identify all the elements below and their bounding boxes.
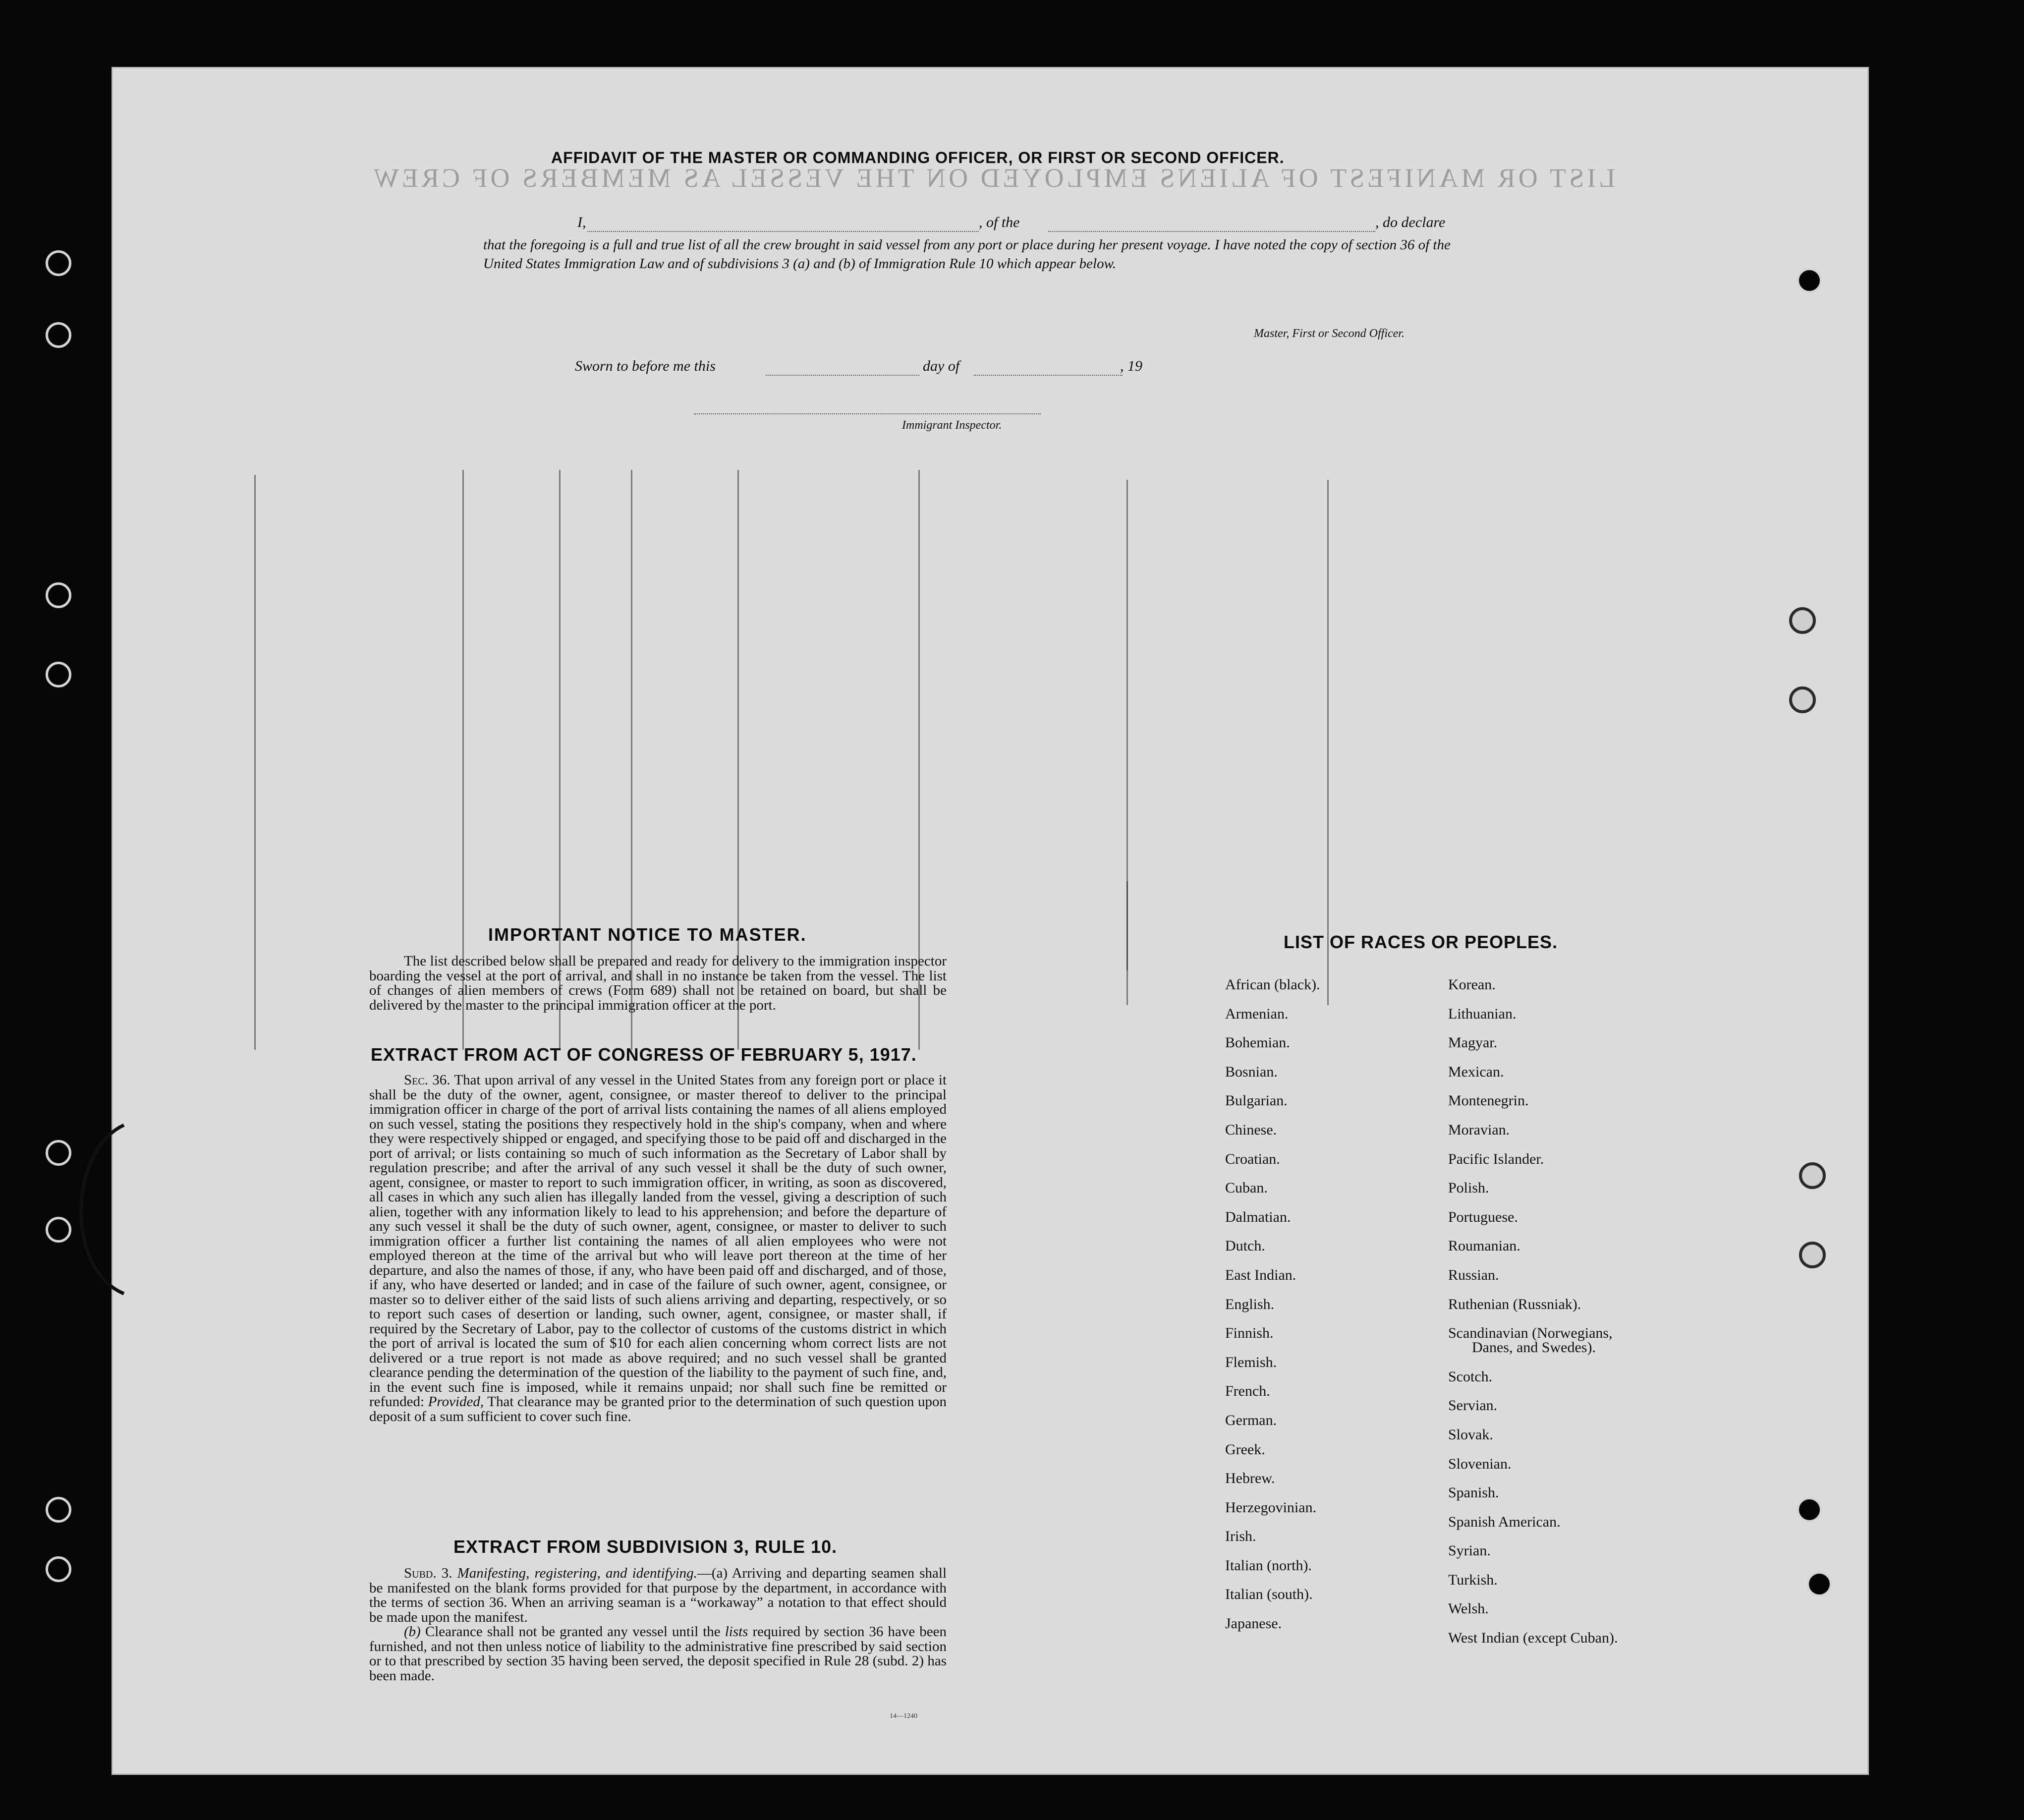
race-item: Mexican. <box>1448 1063 1504 1080</box>
binder-hole <box>1806 1571 1832 1597</box>
sec-36-text: That upon arrival of any vessel in the United States from any foreign port or place it shall be the duty of the owner, agent, consignee, or master thereof to deliver to the principal immigration officer in charge of the port of arrival lists containing the names of all aliens employed on such vessel, stating the positions they respectively hold in the ship's company, when and where they were respectively shipped or engaged, and specifying those to be paid off and discharged in the port of arrival; or lists containing so much of such information as the Secretary of Labor shall by regulation prescribe; and after the arrival of any such vessel it shall be the duty of such owner, agent, consignee, or master to report to such immigration officer, in writing, as soon as discovered, all cases in which any such alien has illegally landed from the vessel, giving a description of such alien, together with any information likely to lead to his apprehension; and before the departure of any such vessel it shall be the duty of such owner, agent, consignee, or master to deliver to such immigration officer a further list containing the names of all alien employees who were not employed thereon at the time of the arrival but who will leave port thereon at the time of her departure, and also the names of those, if any, who have been paid off and discharged, and of those, if any, who have deserted or landed; and in case of the failure of such owner, agent, consignee, or master so to deliver either of the said lists of such aliens arriving and departing, respectively, or so to report such cases of desertion or landing, such owner, agent, consignee, or master shall, if required by the Secretary of Labor, pay to the collector of customs of the customs district in which the port of arrival is located the sum of $10 for each alien concerning whom correct lists are not delivered or a true report is not made as above required; and no such vessel shall be granted clearance pending the determination of the question of the liability to the payment of such fine, and, in the event such fine is imposed, while it remains unpaid; nor shall such fine be remitted or refunded: <box>369 1072 947 1410</box>
affidavit-of-the: , of the <box>979 214 1020 230</box>
race-item: Servian. <box>1448 1397 1498 1414</box>
binder-hole <box>1789 686 1816 713</box>
binder-hole <box>1799 1242 1826 1268</box>
race-item: Roumanian. <box>1448 1238 1520 1254</box>
race-item: Slovenian. <box>1448 1455 1512 1472</box>
fill-in-inspector <box>694 397 1041 414</box>
race-item: Danes, and Swedes). <box>1472 1339 1596 1356</box>
race-item: Lithuanian. <box>1448 1005 1517 1022</box>
subd-b-label: (b) <box>404 1624 421 1640</box>
master-signature-caption: Master, First or Second Officer. <box>1254 327 1405 340</box>
binder-hole <box>46 662 71 687</box>
race-item: Dalmatian. <box>1225 1208 1291 1225</box>
notice-title: IMPORTANT NOTICE TO MASTER. <box>488 924 807 945</box>
race-item: Bosnian. <box>1225 1063 1278 1080</box>
race-item: Italian (north). <box>1225 1557 1312 1574</box>
subd-label: Subd. 3. <box>404 1565 452 1581</box>
fill-in-name <box>587 214 984 232</box>
year-text: , 19 <box>1120 358 1142 374</box>
affidavit-paragraph: that the foregoing is a full and true list of all the crew brought in said vessel from any port or place during her present voyage. I have noted the copy of section 36 of the United States Immigration Law and of subdivisions 3 (a) and (b) of Immigration Rule 10 which appear below. <box>483 237 1451 272</box>
sworn-text: Sworn to before me this <box>575 358 716 374</box>
race-item: Scandinavian (Norwegians, <box>1448 1325 1613 1342</box>
subd-heading: Manifesting, registering, and identifying. <box>457 1565 697 1581</box>
race-item: Flemish. <box>1225 1354 1277 1370</box>
race-item: Bulgarian. <box>1225 1092 1288 1109</box>
binder-hole <box>46 1497 71 1523</box>
affidavit-i: I, <box>577 214 586 230</box>
binding-curve <box>59 1120 129 1299</box>
race-item: Herzegovinian. <box>1225 1499 1317 1516</box>
race-item: Cuban. <box>1225 1180 1268 1196</box>
act-extract-text <box>369 1073 947 1424</box>
race-item: English. <box>1225 1296 1275 1312</box>
race-item: Slovak. <box>1448 1426 1493 1443</box>
race-item: Spanish. <box>1448 1484 1499 1501</box>
race-item: African (black). <box>1225 976 1320 993</box>
subd-text-b1: Clearance shall not be granted any vessel until the <box>425 1624 721 1640</box>
race-item: Croatian. <box>1225 1150 1280 1167</box>
race-item: Armenian. <box>1225 1005 1289 1022</box>
day-of-text: day of <box>923 358 960 374</box>
race-item: Scotch. <box>1448 1368 1493 1385</box>
subd-text-a: —(a) Arriving and departing seamen shall be manifested on the blank forms provided for that purpose by the department, in accordance with the terms of section 36. When an arriving seaman is a “workaway” a notation to that effect should be made upon the manifest. <box>369 1565 947 1625</box>
race-item: Portuguese. <box>1448 1208 1518 1225</box>
race-item: Hebrew. <box>1225 1470 1275 1487</box>
fill-in-vessel <box>1048 214 1375 232</box>
notice-text: The list described below shall be prepared and ready for delivery to the immigration inspector boarding the vessel at the port of arrival, and shall in no instance be taken from the vessel. The list of changes of alien members of crews (Form 689) shall not be retained on board, but shall be delivered by the master to the principal immigration officer at the port. <box>369 953 947 1013</box>
binder-hole <box>46 1556 71 1582</box>
race-item: Finnish. <box>1225 1325 1274 1342</box>
races-right-column <box>1448 977 1618 1660</box>
binder-hole <box>1797 1497 1822 1523</box>
column-rule <box>1327 480 1329 1005</box>
column-rule <box>1126 881 1128 970</box>
fill-in-day <box>766 358 919 376</box>
column-rule <box>254 475 256 1050</box>
binder-hole <box>46 250 71 276</box>
race-item: Bohemian. <box>1225 1034 1290 1051</box>
race-item: Polish. <box>1448 1180 1489 1196</box>
race-item: Syrian. <box>1448 1542 1491 1559</box>
act-extract-title: EXTRACT FROM ACT OF CONGRESS OF FEBRUARY 5, 1917. <box>371 1044 917 1065</box>
race-item: Montenegrin. <box>1448 1092 1529 1109</box>
race-item: Magyar. <box>1448 1034 1498 1051</box>
binder-hole <box>1797 268 1822 293</box>
sec-label: Sec. 36. <box>404 1072 450 1088</box>
race-item: German. <box>1225 1412 1277 1428</box>
race-item: Chinese. <box>1225 1121 1277 1138</box>
race-item: Moravian. <box>1448 1121 1510 1138</box>
affidavit-declare: , do declare <box>1375 214 1446 230</box>
race-item: Turkish. <box>1448 1571 1498 1588</box>
race-item: Japanese. <box>1225 1615 1282 1632</box>
affidavit-title: AFFIDAVIT OF THE MASTER OR COMMANDING OFFICER, OR FIRST OR SECOND OFFICER. <box>551 149 1285 167</box>
race-item: Greek. <box>1225 1441 1265 1458</box>
rule-extract-title: EXTRACT FROM SUBDIVISION 3, RULE 10. <box>453 1536 838 1557</box>
race-item: Italian (south). <box>1225 1586 1313 1603</box>
race-item: Spanish American. <box>1448 1513 1561 1530</box>
race-item: Korean. <box>1448 976 1496 993</box>
sec-36-text-end: That clearance may be granted prior to the determination of such question upon deposit of a sum sufficient to cover such fine. <box>369 1394 947 1424</box>
race-item: Irish. <box>1225 1528 1256 1545</box>
inspector-caption: Immigrant Inspector. <box>902 419 1002 432</box>
race-item: Russian. <box>1448 1266 1499 1283</box>
subd-lists-word: lists <box>725 1624 748 1640</box>
race-item: French. <box>1225 1383 1270 1400</box>
subd-text-b2: required by section 36 have been furnished, and not then unless notice of liability to the administrative fine prescribed by said section or to that prescribed by section 35 having been served, the deposit specified in Rule 28 (subd. 2) has been made. <box>369 1624 947 1684</box>
print-number: 14—1240 <box>890 1712 917 1720</box>
race-item: West Indian (except Cuban). <box>1448 1630 1618 1647</box>
provided-word: Provided, <box>428 1394 484 1410</box>
binder-hole <box>46 582 71 608</box>
binder-hole <box>46 322 71 348</box>
races-left-column <box>1225 977 1320 1646</box>
binder-hole <box>1789 607 1816 634</box>
bleed-through-text: LIST OR MANIFEST OF ALIENS EMPLOYED ON THE VESSEL AS MEMBERS OF CREW <box>371 163 1616 193</box>
race-item: East Indian. <box>1225 1266 1296 1283</box>
fill-in-month <box>974 358 1123 376</box>
race-item: Ruthenian (Russniak). <box>1448 1296 1581 1312</box>
races-title: LIST OF RACES OR PEOPLES. <box>1284 932 1558 952</box>
rule-extract-text <box>369 1566 947 1683</box>
binder-hole <box>1799 1162 1826 1189</box>
race-item: Dutch. <box>1225 1238 1265 1254</box>
race-item: Welsh. <box>1448 1600 1489 1617</box>
race-item: Pacific Islander. <box>1448 1150 1544 1167</box>
